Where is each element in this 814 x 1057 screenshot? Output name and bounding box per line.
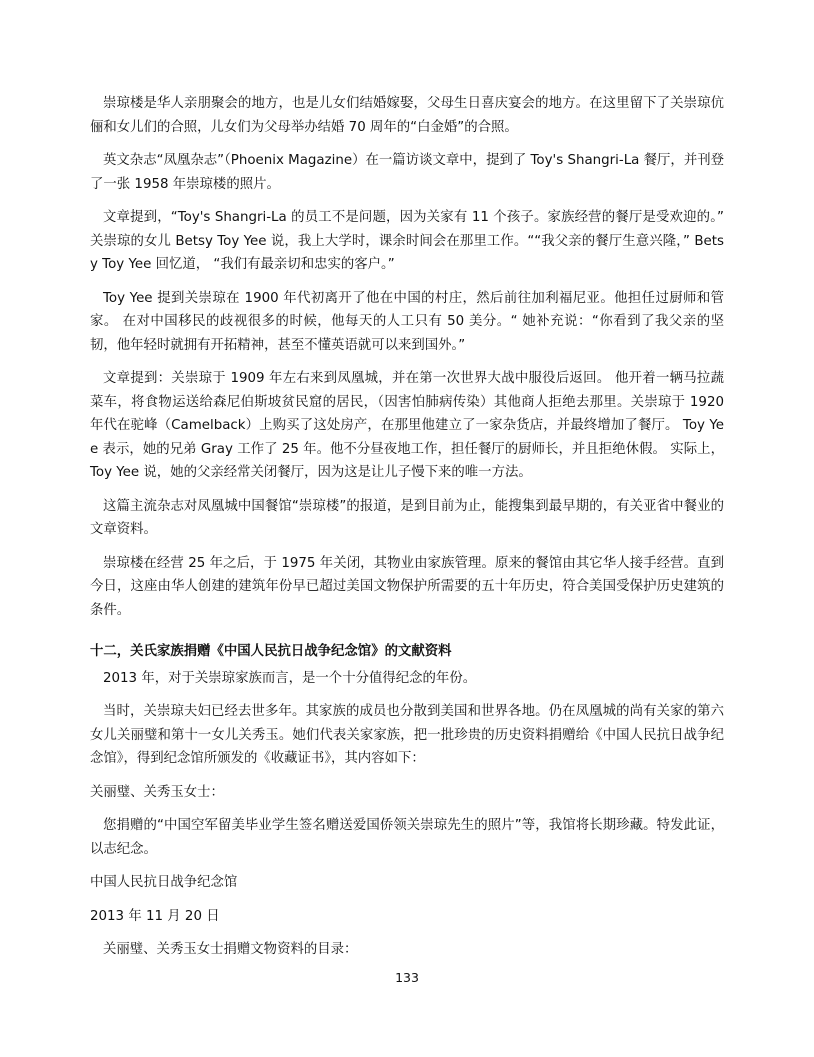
section-heading: 十二，关氏家族捐赠《中国人民抗日战争纪念馆》的文献资料: [90, 644, 452, 659]
certificate-issuer: 中国人民抗日战争纪念馆: [90, 875, 238, 890]
document-page: [90, 92, 724, 972]
paragraph-closure-1975: 崇琼楼在经营 25 年之后，于 1975 年关闭，其物业由家族管理。原来的餐馆由其它华人接手经营。直到今日，这座由华人创建的建筑年份早已超过美国文物保护所需要的五十年历史，符合美国受保护历史建筑的条件。: [90, 555, 724, 618]
certificate-date: 2013 年 11 月 20 日: [90, 908, 220, 924]
paragraph-mainstream-report: 这篇主流杂志对凤凰城中国餐馆“崇琼楼”的报道，是到目前为止，能搜集到最早期的，有关亚省中餐业的文章资料。: [90, 498, 724, 537]
paragraph-toy-yee-village: Toy Yee 提到关崇琼在 1900 年代初离开了他在中国的村庄，然后前往加利福尼亚。他担任过厨师和管家。 在对中国移民的歧视很多的时候，他每天的人工只有 50 美分。“ 她补充说：“你看到了我父亲的坚韧，他年轻时就拥有开拓精神，甚至不懂英语就可以来到国外。”: [90, 290, 724, 353]
paragraph-arrival-phoenix: 文章提到：关崇琼于 1909 年左右来到凤凰城，并在第一次世界大战中服役后返回。 他开着一辆马拉蔬菜车，将食物运送给森尼伯斯坡贫民窟的居民，（因害怕肺病传染）其他商人拒绝去那里。关崇琼于 1920 年代在驼峰（Camelback）上购买了这处房产，在那里他建立了一家杂货店，并最终增加了餐厅。 Toy Yee 表示，她的兄弟 Gray 工作了 25 年。他不分昼夜地工作，担任餐厅的厨师长，并且拒绝休假。 实际上，Toy Yee 说，她的父亲经常关闭餐厅，因为这是让儿子慢下来的唯一方法。: [90, 371, 724, 480]
paragraph-year-2013: 2013 年，对于关崇琼家族而言，是一个十分值得纪念的年份。: [103, 670, 477, 686]
paragraph-gathering-place: 崇琼楼是华人亲朋聚会的地方，也是儿女们结婚嫁娶，父母生日喜庆宴会的地方。在这里留下了关崇琼伉俪和女儿们的合照，儿女们为父母举办结婚 70 周年的“白金婚”的合照。: [90, 96, 724, 135]
paragraph-phoenix-magazine: 英文杂志“凤凰杂志”（Phoenix Magazine）在一篇访谈文章中，提到了 Toy's Shangri-La 餐厅，并刊登了一张 1958 年崇琼楼的照片。: [90, 153, 724, 192]
paragraph-donation: 当时，关崇琼夫妇已经去世多年。其家族的成员也分散到美国和世界各地。仍在凤凰城的尚有关家的第六女儿关丽璧和第十一女儿关秀玉。她们代表关家家族，把一批珍贵的历史资料捐赠给《中国人民抗日战争纪念馆》，得到纪念馆所颁发的《收藏证书》，其内容如下：: [90, 704, 724, 766]
donation-list-intro: 关丽璧、关秀玉女士捐赠文物资料的目录：: [103, 942, 358, 957]
certificate-body: 您捐赠的“中国空军留美毕业学生签名赠送爱国侨领关崇琼先生的照片”等，我馆将长期珍藏。特发此证，以志纪念。: [90, 818, 724, 857]
page-number: 133: [395, 970, 419, 985]
paragraph-staff-quote: 文章提到，“Toy's Shangri-La 的员工不是问题，因为关家有 11 个孩子。家族经营的餐厅是受欢迎的。” 关崇琼的女儿 Betsy Toy Yee 说，我上大学时，课余时间会在那里工作。““我父亲的餐厅生意兴隆，” Betsy Toy Yee 回忆道， “我们有最亲切和忠实的客户。”: [90, 210, 724, 272]
certificate-salutation: 关丽璧、关秀玉女士：: [90, 784, 224, 800]
